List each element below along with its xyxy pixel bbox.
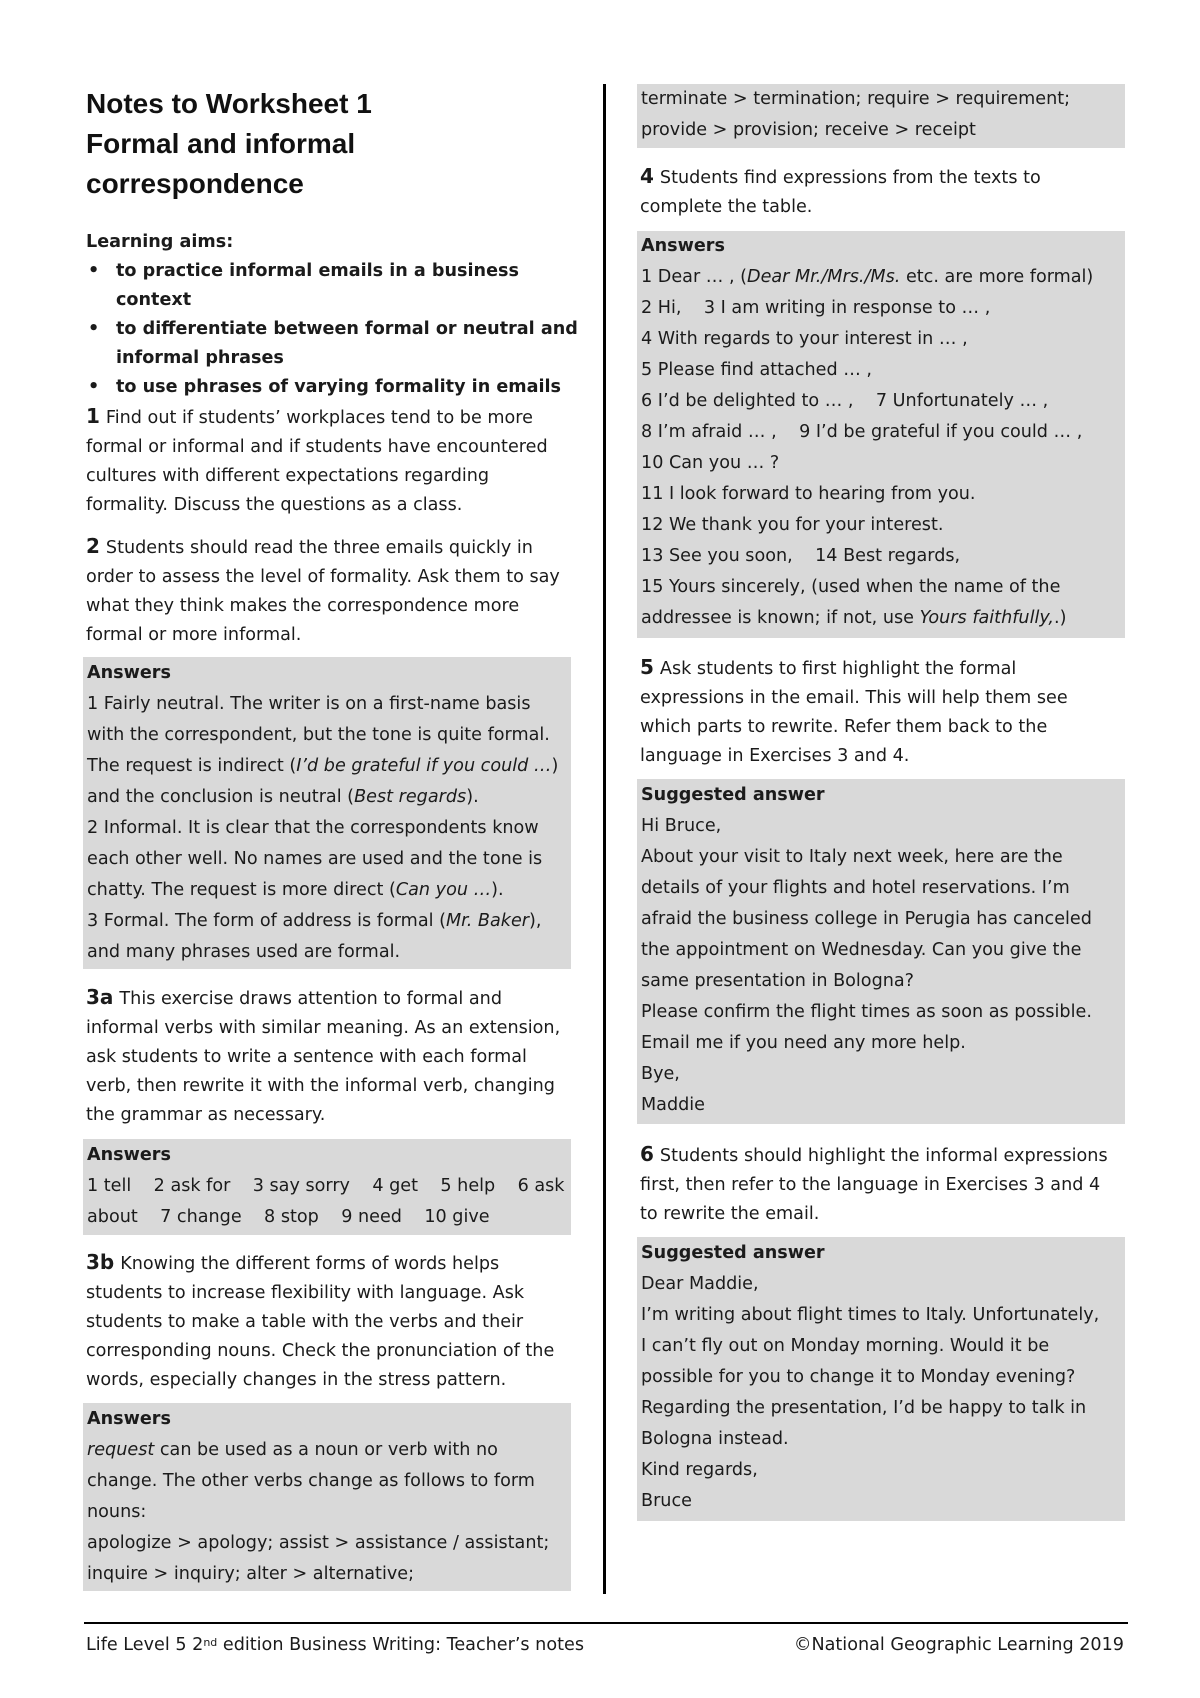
footer-rule	[84, 1622, 1128, 1624]
answer-line: each other well. No names are used and the tone is	[87, 849, 543, 869]
page-title	[86, 84, 566, 204]
exercise-6-note	[640, 1140, 1120, 1229]
answer-line: Email me if you need any more help.	[641, 1033, 966, 1053]
exercise-text: Ask students to first highlight the formal expressions in the email. This will help them see which parts to rewrite. Refer them back to the language in Exercises 3 and 4.	[640, 659, 1068, 766]
exercise-text: Knowing the different forms of words helps students to increase flexibility with language. Ask students to make a table with the verbs and their corresponding nouns. Check the pronunciation of the words, especially changes in the stress pattern.	[86, 1254, 555, 1390]
answer-line: possible for you to change it to Monday evening?	[641, 1367, 1076, 1387]
title-line-2: Formal and informal	[86, 128, 356, 159]
answer-line: 11 I look forward to hearing from you.	[641, 484, 976, 504]
exercise-3b-note	[86, 1248, 576, 1395]
answer-line: and many phrases used are formal.	[87, 942, 401, 962]
answers-heading: Answers	[87, 1409, 171, 1429]
learning-aim-item: • to practice informal emails in a business context	[86, 257, 586, 315]
answer-line: 1 tell 2 ask for 3 say sorry 4 get 5 help 6 ask	[87, 1176, 565, 1196]
exercise-4-note	[640, 162, 1120, 222]
answer-line: 6 I’d be delighted to … , 7 Unfortunately … ,	[641, 391, 1049, 411]
exercise-text: This exercise draws attention to formal and informal verbs with similar meaning. As an extension, ask students to write a sentence with each formal verb, then rewrite it with the informal verb, changing the grammar as necessary.	[86, 989, 561, 1125]
answer-line: provide > provision; receive > receipt	[641, 120, 976, 140]
footer-copyright: ©National Geographic Learning 2019	[793, 1635, 1124, 1655]
answer-line: change. The other verbs change as follows to form	[87, 1471, 535, 1491]
exercise-number: 6	[640, 1142, 654, 1166]
answer-line: The request is indirect (I’d be grateful if you could …)	[87, 756, 559, 776]
exercise-number: 3a	[86, 985, 114, 1009]
answer-line: I can’t fly out on Monday morning. Would it be	[641, 1336, 1050, 1356]
exercise-2-note	[86, 532, 576, 650]
answer-line: 3 Formal. The form of address is formal (Mr. Baker),	[87, 911, 542, 931]
answer-line: Maddie	[641, 1095, 706, 1115]
exercise-number: 2	[86, 534, 100, 558]
answers-box-ex2	[83, 657, 571, 969]
answer-line: Bye,	[641, 1064, 680, 1084]
answer-line: Bruce	[641, 1491, 692, 1511]
answer-line: 12 We thank you for your interest.	[641, 515, 944, 535]
suggested-answer-box-ex5	[637, 779, 1125, 1124]
answer-line: Regarding the presentation, I’d be happy to talk in	[641, 1398, 1087, 1418]
answers-box-ex3b-continued	[637, 84, 1125, 148]
answer-line: inquire > inquiry; alter > alternative;	[87, 1564, 415, 1584]
answers-heading: Answers	[641, 236, 725, 256]
learning-aim-item: • to use phrases of varying formality in emails	[86, 373, 586, 402]
answer-line: apologize > apology; assist > assistance / assistant;	[87, 1533, 550, 1553]
exercise-text: Students should read the three emails quickly in order to assess the level of formality. Ask them to say what they think makes the correspondence more formal or more informal.	[86, 538, 560, 645]
exercise-text: Students find expressions from the texts to complete the table.	[640, 168, 1041, 217]
suggested-answer-box-ex6	[637, 1237, 1125, 1521]
answers-box-ex3b	[83, 1403, 571, 1591]
answer-line: 2 Hi, 3 I am writing in response to … ,	[641, 298, 991, 318]
answer-line: 5 Please find attached … ,	[641, 360, 873, 380]
learning-aims-heading: Learning aims:	[86, 232, 234, 252]
title-line-1: Notes to Worksheet 1	[86, 88, 372, 119]
answer-line: with the correspondent, but the tone is quite formal.	[87, 725, 550, 745]
exercise-1-note	[86, 402, 576, 520]
answer-line: 15 Yours sincerely, (used when the name of the	[641, 577, 1061, 597]
answers-box-ex4	[637, 231, 1125, 638]
answer-line: about 7 change 8 stop 9 need 10 give	[87, 1207, 490, 1227]
answer-line: the appointment on Wednesday. Can you give the	[641, 940, 1082, 960]
answer-line: 10 Can you … ?	[641, 453, 780, 473]
answer-line: 4 With regards to your interest in … ,	[641, 329, 968, 349]
answer-line: details of your flights and hotel reservations. I’m	[641, 878, 1070, 898]
answer-line: terminate > termination; require > requirement;	[641, 89, 1071, 109]
answer-line: 8 I’m afraid … , 9 I’d be grateful if you could … ,	[641, 422, 1083, 442]
learning-aim-item: • to differentiate between formal or neutral and informal phrases	[86, 315, 586, 373]
exercise-number: 4	[640, 164, 654, 188]
answers-heading: Answers	[87, 663, 171, 683]
answers-heading: Answers	[87, 1145, 171, 1165]
answer-line: and the conclusion is neutral (Best regards).	[87, 787, 479, 807]
answer-line: Kind regards,	[641, 1460, 758, 1480]
answer-line: 2 Informal. It is clear that the correspondents know	[87, 818, 539, 838]
answer-line: afraid the business college in Perugia has canceled	[641, 909, 1092, 929]
answer-line: Dear Maddie,	[641, 1274, 759, 1294]
answer-line: request can be used as a noun or verb with no	[87, 1440, 498, 1460]
title-line-3: correspondence	[86, 168, 304, 199]
exercise-text: Students should highlight the informal expressions first, then refer to the language in Exercises 3 and 4 to rewrite the email.	[640, 1146, 1108, 1224]
exercise-number: 3b	[86, 1250, 115, 1274]
answer-line: same presentation in Bologna?	[641, 971, 915, 991]
answer-line: nouns:	[87, 1502, 147, 1522]
answer-line: addressee is known; if not, use Yours faithfully,.)	[641, 608, 1067, 628]
answer-line: About your visit to Italy next week, here are the	[641, 847, 1063, 867]
exercise-number: 5	[640, 655, 654, 679]
exercise-5-note	[640, 653, 1120, 771]
answer-line: 1 Fairly neutral. The writer is on a first-name basis	[87, 694, 531, 714]
exercise-text: Find out if students’ workplaces tend to be more formal or informal and if students have encountered cultures with different expectations regarding formality. Discuss the questions as a class.	[86, 408, 548, 515]
answers-heading: Suggested answer	[641, 1243, 825, 1263]
exercise-3a-note	[86, 983, 576, 1130]
learning-aims	[86, 228, 586, 402]
answer-line: Hi Bruce,	[641, 816, 722, 836]
exercise-number: 1	[86, 404, 100, 428]
answer-line: chatty. The request is more direct (Can you …).	[87, 880, 504, 900]
column-divider	[603, 84, 606, 1594]
answer-line: Please confirm the flight times as soon as possible.	[641, 1002, 1092, 1022]
answer-line: Bologna instead.	[641, 1429, 789, 1449]
answer-line: I’m writing about flight times to Italy. Unfortunately,	[641, 1305, 1100, 1325]
answer-line: 1 Dear … , (Dear Mr./Mrs./Ms. etc. are more formal)	[641, 267, 1094, 287]
answers-heading: Suggested answer	[641, 785, 825, 805]
answer-line: 13 See you soon, 14 Best regards,	[641, 546, 961, 566]
answers-box-ex3a	[83, 1139, 571, 1235]
footer-left: Life Level 5 2nd edition Business Writing: Teacher’s notes	[86, 1635, 584, 1655]
